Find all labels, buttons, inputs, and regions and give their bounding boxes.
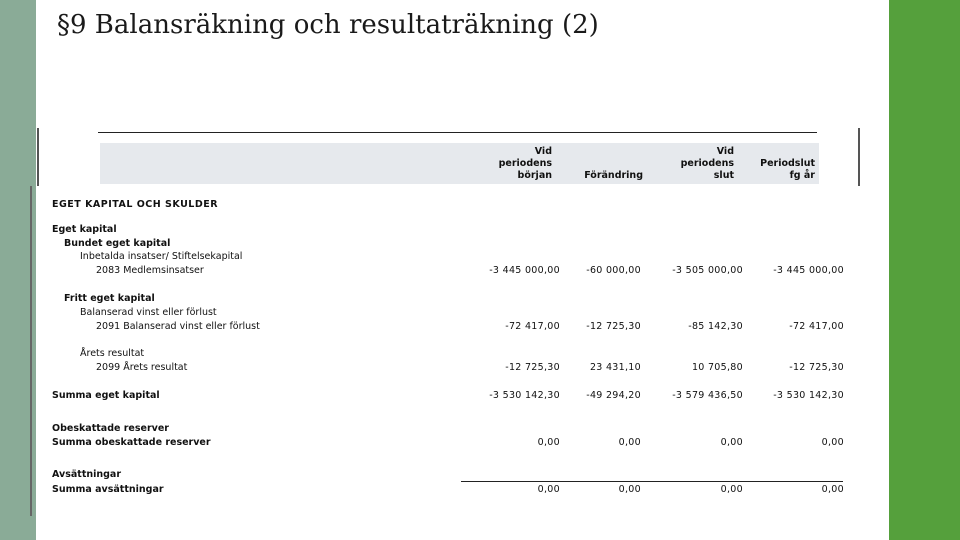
cell-periodens-slut: 0,00	[720, 437, 743, 448]
cell-periodens-borjan: 0,00	[537, 437, 560, 448]
table-top-rule	[98, 132, 817, 133]
table-row	[0, 390, 860, 404]
row-label: Summa obeskattade reserver	[52, 437, 211, 448]
cell-forandring: 23 431,10	[589, 362, 641, 373]
row-label: Avsättningar	[52, 469, 122, 480]
cell-periodslut-fg-ar: -72 417,00	[789, 321, 844, 332]
row-label: Summa avsättningar	[52, 484, 164, 495]
cell-periodens-borjan: -3 445 000,00	[489, 265, 560, 276]
row-label: 2091 Balanserad vinst eller förlust	[96, 321, 260, 332]
row-label: Inbetalda insatser/ Stiftelsekapital	[80, 251, 243, 262]
row-label: Obeskattade reserver	[52, 423, 169, 434]
cell-periodens-slut: 10 705,80	[691, 362, 743, 373]
cell-periodens-borjan: -72 417,00	[505, 321, 560, 332]
row-label: Summa eget kapital	[52, 390, 160, 401]
table-row	[0, 484, 860, 498]
table-row	[0, 437, 860, 451]
header-periodslut-fg-ar: Periodslut fg år	[760, 158, 815, 181]
table-row	[0, 251, 860, 265]
cell-periodens-slut: -3 505 000,00	[672, 265, 743, 276]
row-label: Bundet eget kapital	[64, 238, 171, 249]
cell-periodslut-fg-ar: -3 530 142,30	[773, 390, 844, 401]
table-row	[0, 199, 860, 213]
table-frame-right	[858, 128, 860, 186]
cell-periodslut-fg-ar: -12 725,30	[789, 362, 844, 373]
row-label: Årets resultat	[80, 348, 145, 359]
row-label: 2099 Årets resultat	[96, 362, 188, 373]
table-row	[0, 362, 860, 376]
table-row	[0, 238, 860, 252]
table-row	[0, 293, 860, 307]
row-label: 2083 Medlemsinsatser	[96, 265, 204, 276]
cell-periodslut-fg-ar: 0,00	[821, 484, 844, 495]
table-row	[0, 265, 860, 279]
right-accent-bar	[889, 0, 960, 540]
cell-periodens-borjan: -3 530 142,30	[489, 390, 560, 401]
table-row	[0, 423, 860, 437]
table-row	[0, 224, 860, 238]
cell-forandring: -60 000,00	[586, 265, 641, 276]
header-vid-periodens-slut: Vid periodens slut	[680, 146, 734, 181]
row-label: EGET KAPITAL OCH SKULDER	[52, 199, 219, 210]
cell-periodens-borjan: -12 725,30	[505, 362, 560, 373]
table-row	[0, 321, 860, 335]
table-bottom-rule	[461, 481, 843, 482]
cell-forandring: 0,00	[618, 484, 641, 495]
cell-periodens-borjan: 0,00	[537, 484, 560, 495]
row-label: Fritt eget kapital	[64, 293, 155, 304]
cell-periodens-slut: 0,00	[720, 484, 743, 495]
table-row	[0, 307, 860, 321]
cell-periodens-slut: -85 142,30	[688, 321, 743, 332]
header-vid-periodens-borjan: Vid periodens början	[498, 146, 552, 181]
slide-title: §9 Balansräkning och resultaträkning (2)	[57, 10, 599, 40]
table-frame-left	[37, 128, 39, 186]
table-row	[0, 348, 860, 362]
cell-periodens-slut: -3 579 436,50	[672, 390, 743, 401]
cell-forandring: -12 725,30	[586, 321, 641, 332]
cell-forandring: -49 294,20	[586, 390, 641, 401]
cell-periodslut-fg-ar: -3 445 000,00	[773, 265, 844, 276]
header-forandring: Förändring	[584, 170, 643, 181]
cell-periodslut-fg-ar: 0,00	[821, 437, 844, 448]
row-label: Balanserad vinst eller förlust	[80, 307, 217, 318]
row-label: Eget kapital	[52, 224, 117, 235]
cell-forandring: 0,00	[618, 437, 641, 448]
